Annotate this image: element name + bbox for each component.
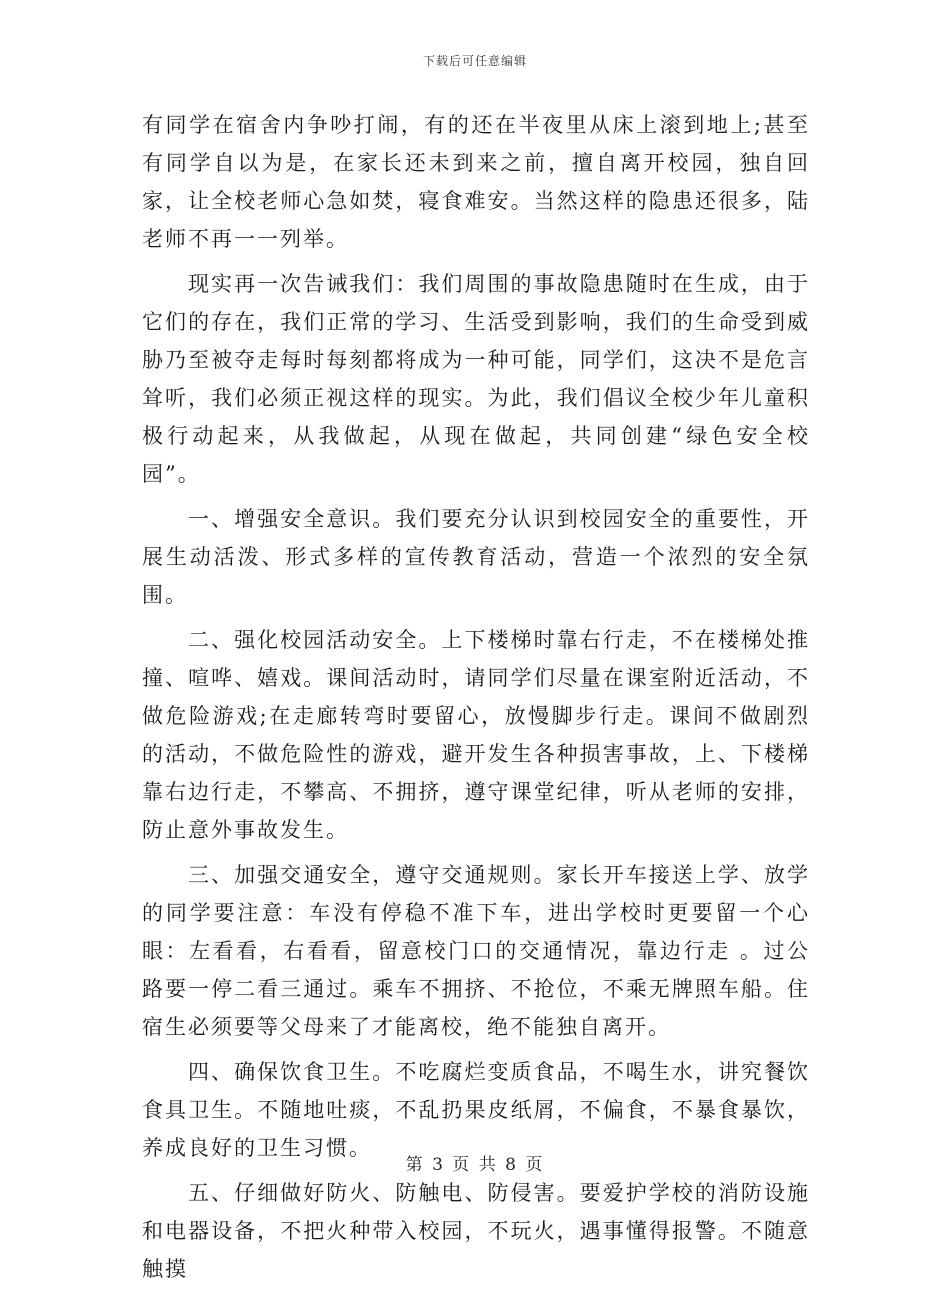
paragraph-continuation: 有同学在宿舍内争吵打闹，有的还在半夜里从床上滚到地上;甚至有同学自以为是，在家长还未到来之前，擅自离开校园，独自回家，让全校老师心急如焚，寝食难安。当然这样的隐患还很多，陆老师不再一一列举。 bbox=[142, 113, 810, 251]
footer-prefix: 第 bbox=[405, 1155, 425, 1175]
paragraph-safety-awareness: 一、增强安全意识。我们要充分认识到校园安全的重要性，开展生动活泼、形式多样的宣传教育活动，营造一个浓烈的安全氛围。 bbox=[142, 507, 810, 607]
paragraph-traffic-safety: 三、加强交通安全，遵守交通规则。家长开车接送上学、放学的同学要注意：车没有停稳不准下车，进出学校时更要留一个心眼：左看看，右看看，留意校门口的交通情况，靠边行走 。过公路要一停二看三通过。乘车不拥挤、不抢位，不乘无牌照车船。住宿生必须要等父母来了才能离校，绝不能独自离开。 bbox=[142, 863, 810, 1039]
paragraph-food-hygiene: 四、确保饮食卫生。不吃腐烂变质食品，不喝生水，讲究餐饮食具卫生。不随地吐痰，不乱扔果皮纸屑，不偏食，不暴食暴饮，养成良好的卫生习惯。 bbox=[142, 1060, 810, 1160]
footer-total-unit: 页 bbox=[525, 1155, 545, 1175]
document-body bbox=[142, 106, 810, 1295]
page-header: 下载后可任意编辑 bbox=[422, 54, 527, 68]
footer-total-prefix: 共 bbox=[478, 1155, 498, 1175]
footer-current-page: 3 bbox=[432, 1155, 445, 1175]
page-footer bbox=[0, 1150, 950, 1175]
footer-total-pages: 8 bbox=[505, 1155, 518, 1175]
paragraph-campus-activity: 二、强化校园活动安全。上下楼梯时靠右行走，不在楼梯处推撞、喧哗、嬉戏。课间活动时，请同学们尽量在课室附近活动，不做危险游戏;在走廊转弯时要留心，放慢脚步行走。课间不做剧烈的活动，不做危险性的游戏，避开发生各种损害事故，上、下楼梯靠右边行走，不攀高、不拥挤，遵守课堂纪律，听从老师的安排，防止意外事故发生。 bbox=[142, 628, 810, 842]
paragraph-fire-electric: 五、仔细做好防火、防触电、防侵害。要爱护学校的消防设施和电器设备，不把火种带入校园，不玩火，遇事懂得报警。不随意触摸 bbox=[142, 1181, 810, 1281]
paragraph-reality-warning: 现实再一次告诫我们：我们周围的事故隐患随时在生成，由于它们的存在，我们正常的学习、生活受到影响，我们的生命受到威胁乃至被夺走每时每刻都将成为一种可能，同学们，这决不是危言耸听，我们必须正视这样的现实。为此，我们倡议全校少年儿童积极行动起来，从我做起，从现在做起，共同创建“绿色安全校园”。 bbox=[142, 272, 810, 486]
footer-page-unit: 页 bbox=[452, 1155, 472, 1175]
